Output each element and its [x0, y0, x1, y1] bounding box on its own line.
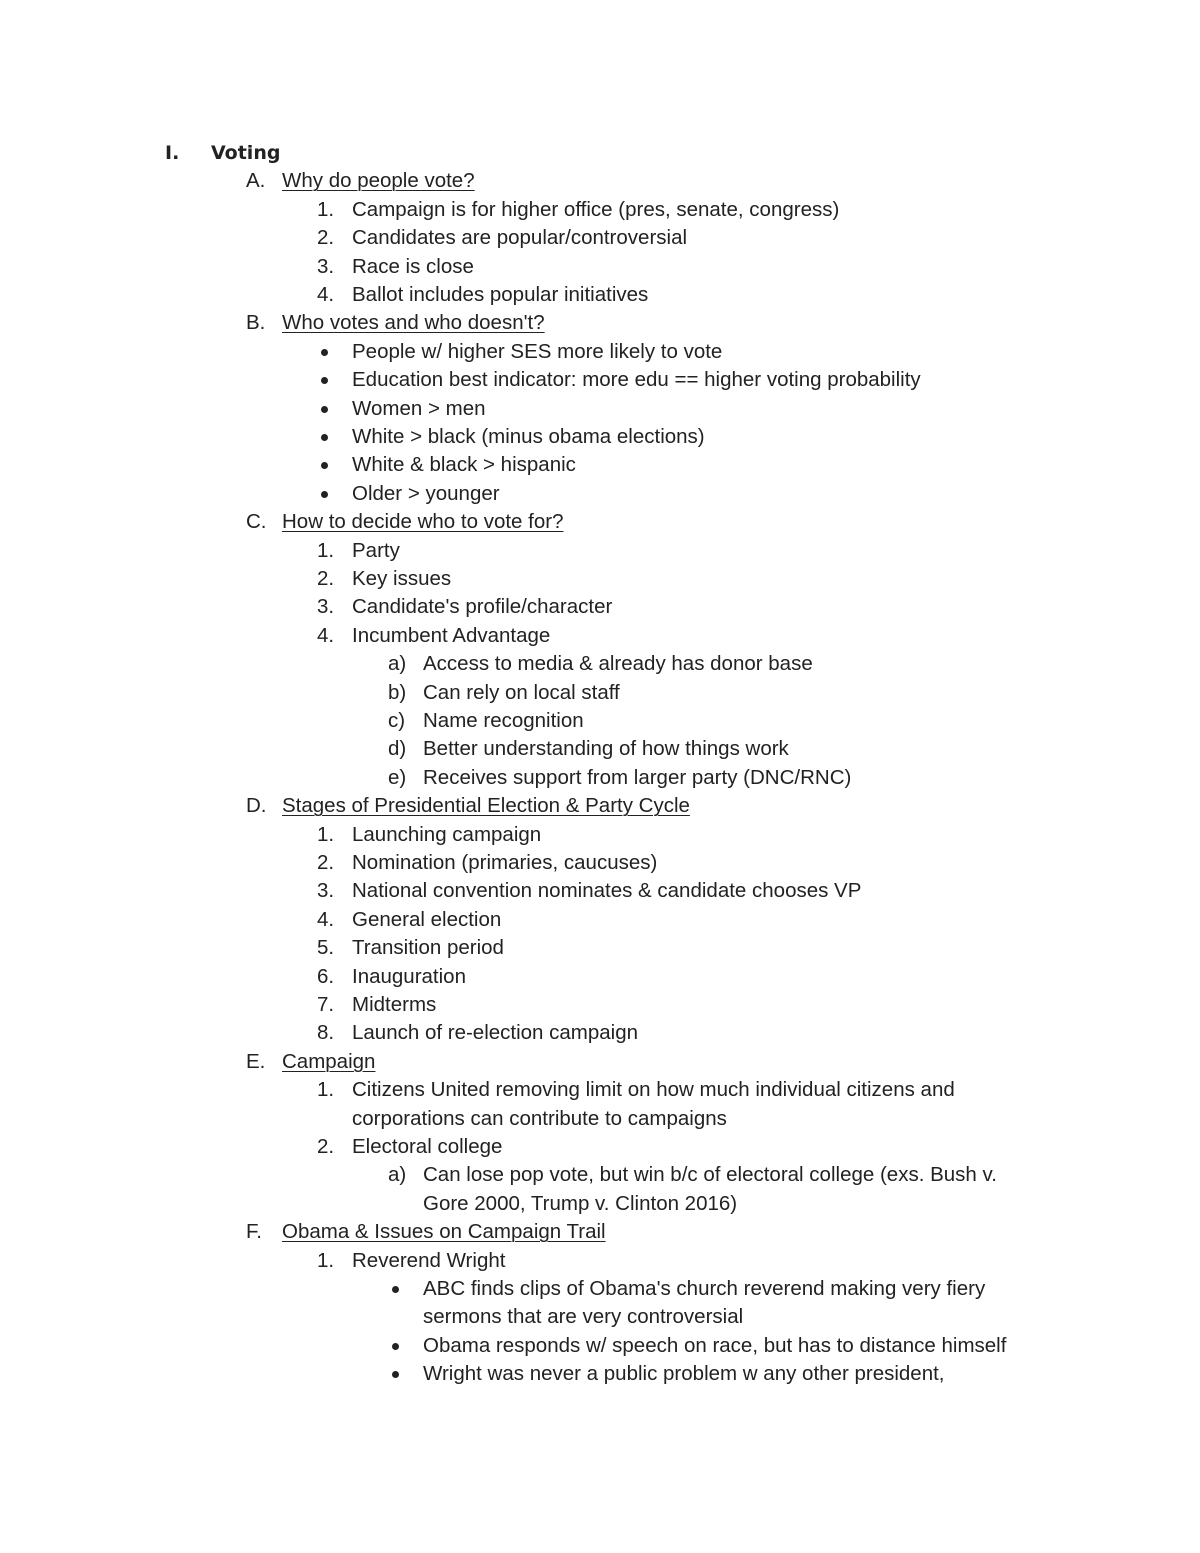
- section-heading: Voting: [211, 142, 281, 164]
- list-item-text: Candidate's profile/character: [352, 595, 613, 619]
- bullet-marker: [392, 1343, 399, 1350]
- list-item-text: National convention nominates & candidate chooses VP: [352, 879, 862, 903]
- list-item-text: Access to media & already has donor base: [423, 652, 813, 676]
- list-marker: 2.: [317, 851, 335, 874]
- list-item-text: People w/ higher SES more likely to vote: [352, 339, 723, 363]
- list-marker: 7.: [317, 993, 335, 1016]
- list-marker: 6.: [317, 964, 335, 988]
- list-marker: 3.: [317, 254, 335, 278]
- list-item-text: Party: [352, 538, 400, 562]
- list-marker: I.: [165, 142, 180, 164]
- list-item-text: Better understanding of how things work: [423, 737, 789, 761]
- list-marker: 2.: [317, 567, 335, 590]
- list-item-text: Electoral college: [352, 1135, 503, 1158]
- list-marker: F.: [246, 1220, 262, 1244]
- list-marker: 4.: [317, 283, 335, 306]
- list-item-text: Obama responds w/ speech on race, but has to distance himself: [423, 1333, 1007, 1357]
- list-marker: 8.: [317, 1021, 335, 1045]
- list-marker: c): [388, 709, 406, 732]
- bullet-marker: [321, 406, 328, 413]
- section-heading: Obama & Issues on Campaign Trail: [282, 1220, 606, 1244]
- bullet-marker: [321, 377, 328, 384]
- list-item-text: Campaign is for higher office (pres, senate, congress): [352, 197, 840, 221]
- section-heading: Who votes and who doesn't?: [282, 311, 545, 335]
- list-item-text: Incumbent Advantage: [352, 623, 551, 647]
- list-item-text: Receives support from larger party (DNC/RNC): [423, 765, 852, 789]
- list-marker: D.: [246, 794, 267, 818]
- list-item-text: Midterms: [352, 993, 437, 1016]
- list-marker: 1.: [317, 197, 335, 221]
- list-item-text: Launching campaign: [352, 822, 542, 846]
- bullet-marker: [321, 491, 328, 498]
- list-item-text: Inauguration: [352, 964, 466, 988]
- bullet-marker: [321, 434, 328, 441]
- list-marker: e): [388, 765, 407, 789]
- section-heading: Campaign: [282, 1049, 376, 1073]
- list-item-text: Candidates are popular/controversial: [352, 226, 688, 250]
- list-item-text: Can lose pop vote, but win b/c of electoral college (exs. Bush v.: [423, 1163, 997, 1187]
- list-item-text: Launch of re-election campaign: [352, 1021, 639, 1045]
- list-marker: 2.: [317, 1135, 335, 1158]
- list-marker: 2.: [317, 226, 335, 250]
- list-marker: d): [388, 737, 407, 761]
- list-item-text: ABC finds clips of Obama's church reverend making very fiery: [423, 1277, 986, 1300]
- list-item-text: White & black > hispanic: [352, 453, 576, 477]
- bullet-marker: [321, 462, 328, 469]
- list-item-text: Reverend Wright: [352, 1248, 506, 1272]
- list-marker: 4.: [317, 907, 335, 931]
- list-item-text: Women > men: [352, 396, 486, 420]
- section-heading: Stages of Presidential Election & Party Cycle: [282, 794, 690, 818]
- bullet-marker: [392, 1286, 399, 1293]
- list-item-text: General election: [352, 907, 502, 931]
- list-marker: 3.: [317, 879, 335, 903]
- list-item-text: corporations can contribute to campaigns: [352, 1106, 727, 1130]
- list-marker: b): [388, 680, 407, 704]
- list-item-text: Older > younger: [352, 481, 500, 505]
- list-item-text: White > black (minus obama elections): [352, 425, 705, 448]
- list-item-text: Nomination (primaries, caucuses): [352, 851, 658, 874]
- list-item-text: Race is close: [352, 254, 474, 278]
- list-item-text: Gore 2000, Trump v. Clinton 2016): [423, 1191, 738, 1215]
- list-marker: a): [388, 652, 407, 676]
- section-heading: Why do people vote?: [282, 169, 475, 193]
- list-marker: C.: [246, 510, 267, 534]
- list-item-text: sermons that are very controversial: [423, 1305, 744, 1329]
- section-heading: How to decide who to vote for?: [282, 510, 564, 534]
- list-marker: 1.: [317, 1248, 335, 1272]
- list-item-text: Key issues: [352, 567, 452, 590]
- list-item-text: Citizens United removing limit on how much individual citizens and: [352, 1078, 955, 1102]
- list-marker: 4.: [317, 623, 335, 647]
- list-marker: 5.: [317, 936, 335, 960]
- list-item-text: Transition period: [352, 936, 504, 960]
- list-marker: 1.: [317, 822, 335, 846]
- list-item-text: Education best indicator: more edu == higher voting probability: [352, 368, 921, 392]
- list-marker: B.: [246, 311, 266, 335]
- bullet-marker: [392, 1371, 399, 1378]
- list-marker: 1.: [317, 538, 335, 562]
- list-marker: 3.: [317, 595, 335, 619]
- list-marker: 1.: [317, 1078, 335, 1102]
- list-item-text: Ballot includes popular initiatives: [352, 283, 649, 306]
- list-item-text: Wright was never a public problem w any other president,: [423, 1362, 945, 1386]
- list-marker: E.: [246, 1049, 266, 1073]
- list-marker: a): [388, 1163, 407, 1187]
- list-marker: A.: [246, 169, 266, 193]
- bullet-marker: [321, 349, 328, 356]
- list-item-text: Can rely on local staff: [423, 680, 620, 704]
- list-item-text: Name recognition: [423, 709, 584, 732]
